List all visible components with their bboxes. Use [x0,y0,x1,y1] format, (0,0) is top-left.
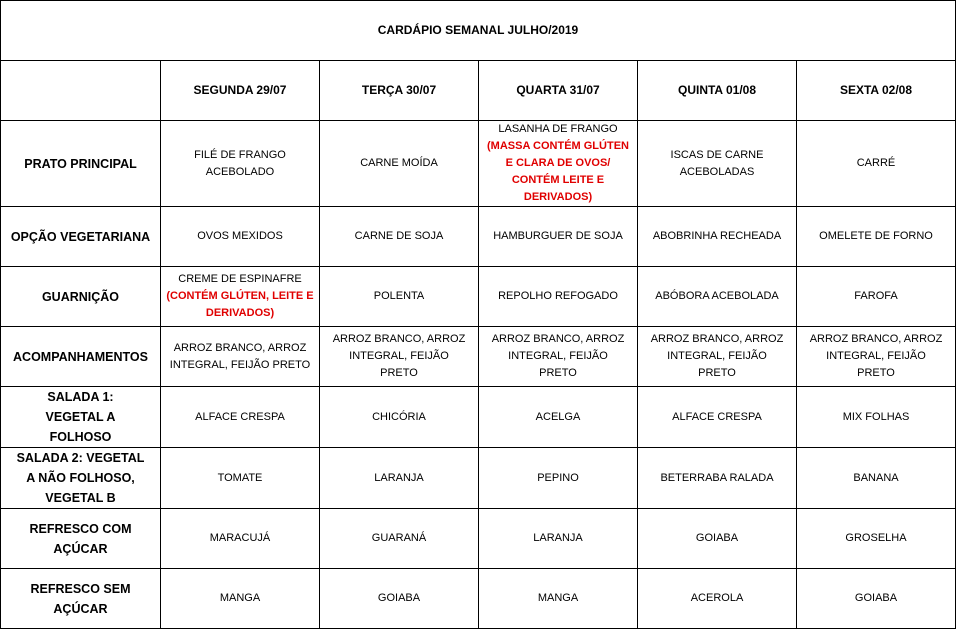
menu-cell [320,509,479,569]
dish-name: ARROZ BRANCO, ARROZ INTEGRAL, FEIJÃO PRETO [169,341,311,371]
allergen-warning: (CONTÉM GLÚTEN, LEITE E DERIVADOS) [166,290,314,319]
dish-name: ALFACE CRESPA [195,410,285,423]
allergen-warning: (MASSA CONTÉM GLÚTEN E CLARA DE OVOS/ CONTÉM LEITE E DERIVADOS) [487,140,629,203]
dish-name: GUARANÁ [371,532,427,544]
menu-cell [797,387,956,448]
dish-name: LASANHA DE FRANGO [498,123,618,135]
dish-name: MANGA [537,592,579,604]
row-label: SALADA 1: VEGETAL A FOLHOSO [1,387,161,448]
row-label: REFRESCO SEM AÇÚCAR [1,569,161,629]
menu-cell [638,207,797,267]
row-label: REFRESCO COM AÇÚCAR [1,509,161,569]
menu-row [1,509,956,569]
menu-cell [161,207,320,267]
menu-cell [638,267,797,327]
menu-cell [161,569,320,629]
dish-name: GOIABA [377,592,421,604]
menu-cell [479,448,638,509]
menu-cell [479,387,638,448]
menu-row [1,327,956,387]
dish-name: ARROZ BRANCO, ARROZ INTEGRAL, FEIJÃO PRETO [809,333,943,379]
menu-cell [161,387,320,448]
dish-name: ARROZ BRANCO, ARROZ INTEGRAL, FEIJÃO PRETO [650,333,784,379]
menu-cell [320,327,479,387]
dish-name: OMELETE DE FORNO [819,230,933,242]
menu-cell [479,207,638,267]
day-header: QUARTA 31/07 [479,61,638,121]
dish-name: ARROZ BRANCO, ARROZ INTEGRAL, FEIJÃO PRETO [332,333,466,379]
menu-row [1,207,956,267]
dish-name: BANANA [853,471,899,484]
dish-name: BETERRABA RALADA [660,471,774,484]
menu-row [1,387,956,448]
dish-name: CARNE MOÍDA [360,157,438,169]
dish-name: ACEROLA [690,592,744,604]
menu-cell [638,121,797,207]
menu-cell [638,327,797,387]
dish-name: GOIABA [854,592,898,604]
dish-name: MANGA [219,592,261,604]
menu-row [1,121,956,207]
day-header: TERÇA 30/07 [320,61,479,121]
menu-cell [161,448,320,509]
row-label: SALADA 2: VEGETAL A NÃO FOLHOSO, VEGETAL B [1,448,161,509]
dish-name: MIX FOLHAS [842,410,910,423]
dish-name: CREME DE ESPINAFRE [178,273,302,285]
day-header: SEXTA 02/08 [797,61,956,121]
menu-cell [161,327,320,387]
menu-cell [161,509,320,569]
dish-name: FILÉ DE FRANGO ACEBOLADO [194,148,286,178]
menu-cell [320,448,479,509]
dish-name: ISCAS DE CARNE ACEBOLADAS [670,148,764,178]
menu-cell [638,509,797,569]
menu-cell [479,569,638,629]
row-label: PRATO PRINCIPAL [1,121,161,207]
menu-cell [320,267,479,327]
menu-row [1,448,956,509]
menu-title: CARDÁPIO SEMANAL JULHO/2019 [1,1,956,61]
dish-name: GROSELHA [845,532,907,544]
menu-cell [320,207,479,267]
menu-cell [797,448,956,509]
dish-name: ACELGA [535,410,581,423]
dish-name: CARNE DE SOJA [354,230,444,242]
dish-name: LARANJA [533,532,583,544]
menu-cell [797,267,956,327]
menu-cell [161,121,320,207]
menu-cell [797,207,956,267]
dish-name: MARACUJÁ [209,532,271,544]
dish-name: ALFACE CRESPA [672,410,762,423]
row-label: ACOMPANHAMENTOS [1,327,161,387]
menu-cell [479,509,638,569]
dish-name: LARANJA [374,471,424,484]
menu-row [1,267,956,327]
menu-cell [638,569,797,629]
dish-name: POLENTA [373,290,425,302]
header-row [1,61,956,121]
dish-name: FAROFA [854,290,898,302]
menu-cell [797,509,956,569]
dish-name: HAMBURGUER DE SOJA [493,230,623,242]
dish-name: GOIABA [695,532,739,544]
title-row [1,1,956,61]
dish-name: ABOBRINHA RECHEADA [652,230,782,242]
menu-cell [638,448,797,509]
corner-cell [1,61,161,121]
menu-cell [797,121,956,207]
dish-name: REPOLHO REFOGADO [498,290,618,302]
menu-cell [479,267,638,327]
menu-cell [320,121,479,207]
day-header: QUINTA 01/08 [638,61,797,121]
menu-cell [479,121,638,207]
menu-row [1,569,956,629]
menu-cell [797,569,956,629]
dish-name: OVOS MEXIDOS [197,230,283,242]
dish-name: CHICÓRIA [372,410,426,423]
menu-cell [320,569,479,629]
menu-cell [479,327,638,387]
dish-name: TOMATE [217,471,263,484]
menu-cell [638,387,797,448]
dish-name: ABÓBORA ACEBOLADA [655,290,779,302]
menu-cell [161,267,320,327]
menu-cell [320,387,479,448]
dish-name: CARRÉ [856,157,896,169]
dish-name: ARROZ BRANCO, ARROZ INTEGRAL, FEIJÃO PRETO [491,333,625,379]
day-header: SEGUNDA 29/07 [161,61,320,121]
dish-name: PEPINO [537,471,579,484]
menu-cell [797,327,956,387]
row-label: GUARNIÇÃO [1,267,161,327]
row-label: OPÇÃO VEGETARIANA [1,207,161,267]
